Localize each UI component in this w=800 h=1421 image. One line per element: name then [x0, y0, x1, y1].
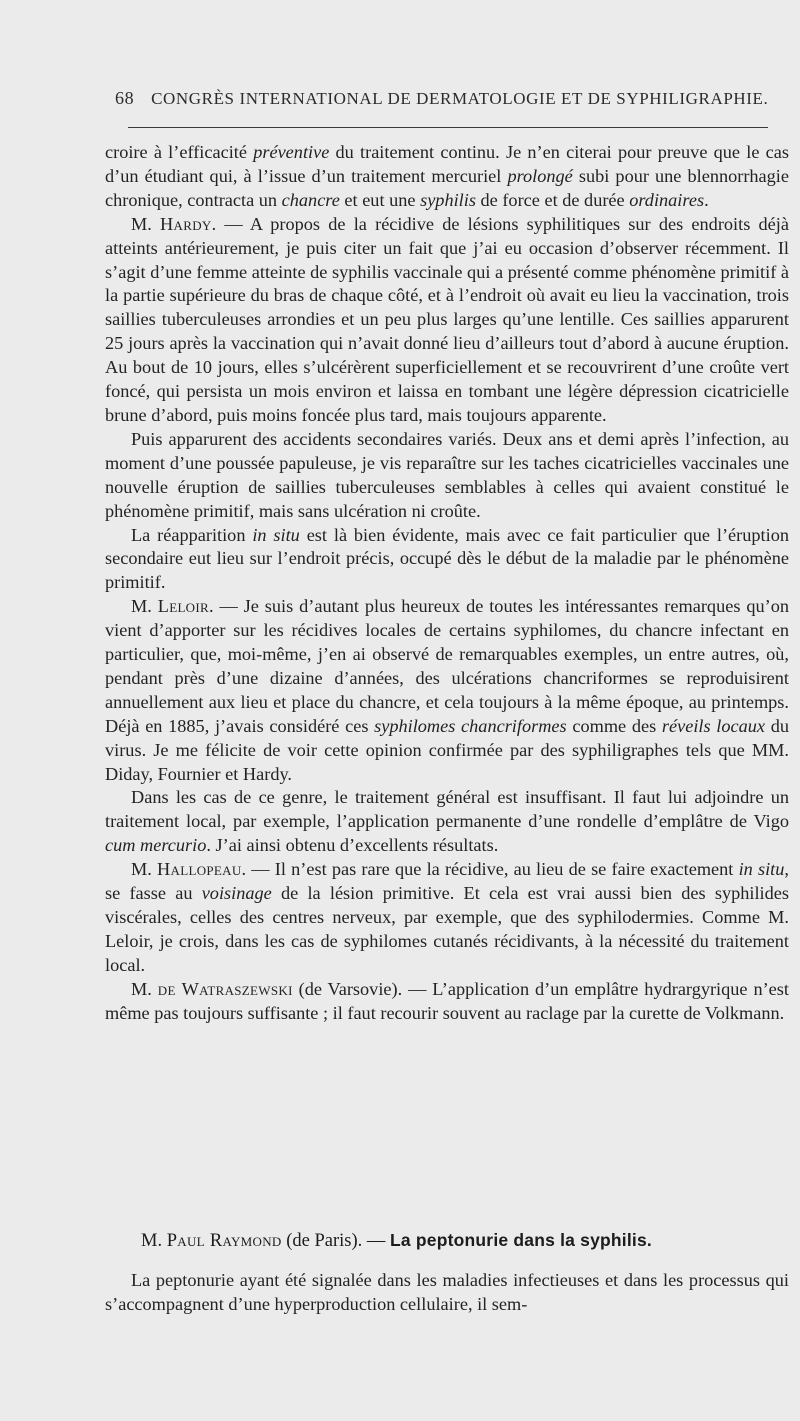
section-affiliation: (de Paris). — — [281, 1231, 391, 1251]
paragraph-peptonurie — [105, 1268, 789, 1316]
text-run: et eut une — [339, 189, 421, 210]
italic-run: réveils locaux — [661, 715, 766, 736]
paragraph-watraszewski — [105, 978, 789, 1026]
italic-run: syphilomes chancriformes — [374, 715, 567, 736]
italic-run: ordinaires — [629, 189, 705, 210]
running-head-title: CONGRÈS INTERNATIONAL DE DERMATOLOGIE ET DE SYPHILIGRAPHIE. — [151, 89, 769, 108]
paragraph-hardy — [105, 213, 789, 428]
text-run: du traitement continu. Je n’en citerai pour preuve que le cas d’un étudiant qui, à l’issue d’un traitement mercuriel — [105, 142, 789, 186]
section-body — [105, 1268, 789, 1316]
paragraph-continuation — [105, 141, 789, 213]
paragraph-treatment — [105, 786, 789, 858]
speaker-prefix: M. — [131, 978, 158, 999]
text-run: croire à l’efficacité — [105, 142, 254, 162]
italic-run: in situ — [738, 859, 785, 880]
paragraph-leloir — [105, 595, 789, 786]
running-head — [115, 88, 775, 112]
text-run: La réapparition — [131, 524, 253, 545]
speaker-name: de Watraszewski — [157, 978, 293, 999]
text-run: Puis apparurent des accidents secondaires variés. Deux ans et demi après l’infection, au moment d’une poussée papuleuse, je vis reparaître sur les taches cicatricielles vaccinales une nouvelle éruption de saillies tuberculeuses semblables à celles qui avaient constitué le phénomène primitif, mais sans ulcération ni croûte. — [105, 428, 789, 521]
header-rule — [128, 127, 768, 128]
italic-run: cum mercurio — [105, 835, 207, 856]
speaker-name: Leloir — [157, 596, 209, 617]
text-run: . — Il n’est pas rare que la récidive, au lieu de se faire exactement — [241, 859, 739, 880]
italic-run: voisinage — [201, 883, 272, 904]
speaker-name: Hallopeau — [157, 859, 242, 880]
paragraph-hallopeau — [105, 858, 789, 978]
text-run: de la lésion primitive. Et cela est vrai aussi bien des syphilides viscérales, celles des centres nerveux, par exemple, que des syphilodermies. Comme M. Leloir, je crois, dans les cas de syphilomes cutanés récidivants, à la nécessité du traitement local. — [105, 883, 789, 975]
text-run: de force et de durée — [475, 189, 630, 210]
speaker-prefix: M. — [131, 213, 161, 234]
text-run: . J’ai ainsi obtenu d’excellents résultats. — [206, 835, 499, 856]
speaker-name: Hardy — [160, 213, 212, 234]
text-run: , se fasse au — [105, 859, 789, 904]
body-text — [105, 141, 789, 1026]
italic-run: in situ — [252, 524, 300, 545]
text-run: du virus. Je me félicite de voir cette opinion confirmée par des syphiligraphes tels que MM. Diday, Fournier et Hardy. — [105, 715, 790, 784]
text-run: . — A propos de la récidive de lésions syphilitiques sur des endroits déjà atteints antérieurement, je puis citer un fait que j’ai eu occasion d’observer récemment. Il s’agit d’une femme atteinte de syphilis vaccinale qui a présenté comme phénomène primitif à la partie supérieure du bras de chaque côté, et à l’endroit où avait eu lieu la vaccination, trois saillies tuberculeuses arrondies et un peu plus larges qu’une lentille. Ces saillies apparurent 25 jours après la vaccination qui n’avait donné lieu d’ailleurs tout d’abord à aucune éruption. Au bout de 10 jours, elles s’ulcérèrent superficiellement et se recouvrirent d’une croûte vert foncé, qui persista un mois environ et laissa en tombant une légère dépression cicatricielle brune d’abord, puis moins foncée plus tard, mais toujours apparente. — [105, 213, 789, 425]
text-run: comme des — [566, 715, 662, 736]
text-run: est là bien évidente, mais avec ce fait particulier que l’éruption secondaire eut lieu sur l’endroit précis, occupé dès le début de la maladie par le phénomène primitif. — [105, 524, 789, 593]
speaker-prefix: M. — [131, 859, 158, 880]
italic-run: chancre — [281, 189, 340, 210]
page-number: 68 — [115, 88, 135, 108]
italic-run: prolongé — [507, 165, 573, 186]
text-run: subi pour une blennorrhagie chronique, contracta un — [105, 165, 790, 210]
text-run: (de Varsovie). — L’application d’un emplâtre hydrargyrique n’est même pas toujours suffisante ; il faut recourir souvent au raclage par la curette de Volkmann. — [105, 978, 789, 1023]
speaker-prefix: M. — [131, 596, 158, 617]
section-author: Paul Raymond — [166, 1231, 282, 1251]
speaker-prefix: M. — [141, 1231, 167, 1251]
italic-run: syphilis — [420, 189, 476, 210]
italic-run: préventive — [253, 142, 330, 162]
paragraph-reappearance — [105, 524, 789, 596]
paragraph-secondary-accidents — [105, 428, 789, 524]
text-run: La peptonurie ayant été signalée dans les maladies infectieuses et dans les processus qui s’accompagnent d’une hyperproduction cellulaire, il sem- — [105, 1270, 789, 1314]
section-title: La peptonurie dans la syphilis. — [390, 1230, 652, 1250]
text-run: . — Je suis d’autant plus heureux de toutes les intéressantes remarques qu’on vient d’apporter sur les récidives locales de certains syphilomes, du chancre infectant en particulier, que, moi-même, j’en ai observé de remarquables exemples, un entre autres, où, pendant près d’une dizaine d’années, des ulcérations chancriformes se reproduisirent annuellement aux lieu et place du chancre, et cela toujours à la même époque, au printemps. Déjà en 1885, j’avais considéré ces — [105, 596, 789, 736]
text-run: Dans les cas de ce genre, le traitement général est insuffisant. Il faut lui adjoindre un traitement local, par exemple, l’application permanente d’une rondelle d’emplâtre de Vigo — [105, 787, 789, 832]
text-run: . — [704, 189, 709, 210]
section-heading — [105, 1228, 789, 1253]
